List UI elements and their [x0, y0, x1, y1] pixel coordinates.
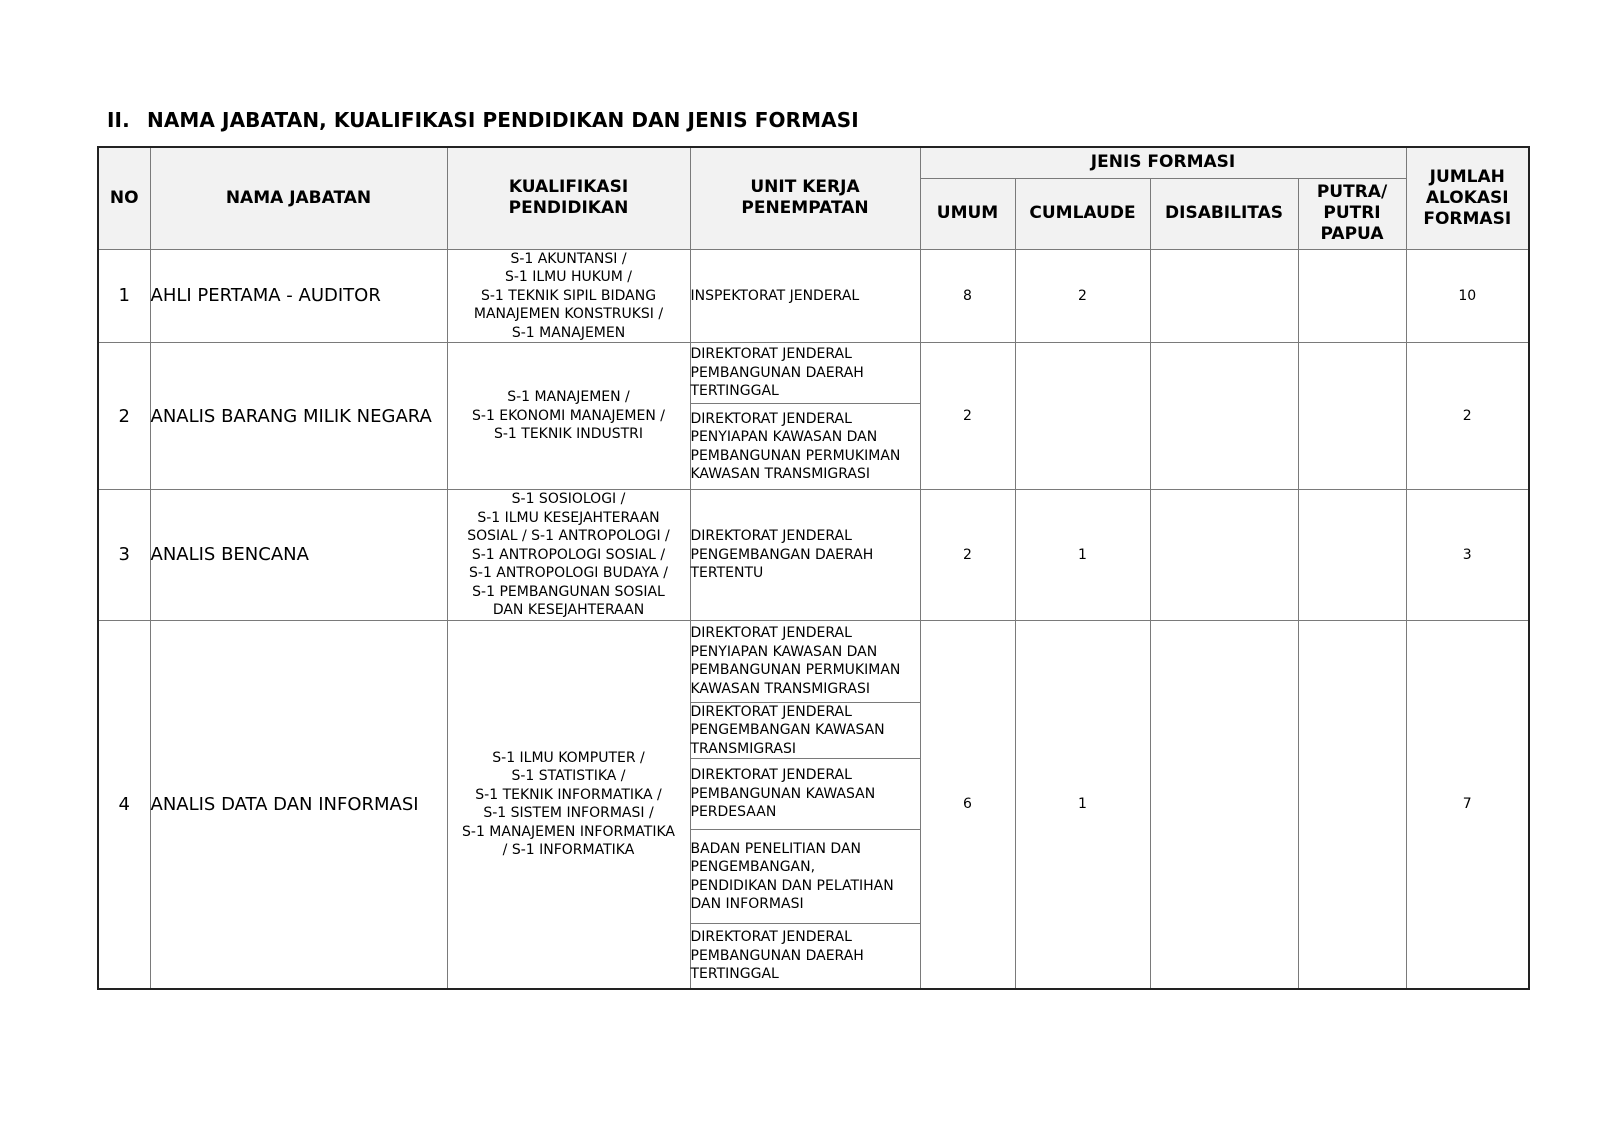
unit-kerja-line: KAWASAN TRANSMIGRASI [690, 466, 871, 482]
header-kualifikasi-line1: KUALIFIKASI [508, 177, 629, 198]
unit-kerja-cell [690, 620, 920, 702]
unit-kerja-line: PEMBANGUNAN PERMUKIMAN [690, 662, 901, 678]
kualifikasi-line: S-1 EKONOMI MANAJEMEN / [472, 407, 665, 424]
kualifikasi-line: / S-1 INFORMATIKA [502, 842, 635, 858]
cumlaude-cell: 1 [1015, 490, 1150, 621]
kualifikasi-line: S-1 PEMBANGUNAN SOSIAL [472, 583, 665, 600]
umum-cell: 8 [920, 249, 1015, 343]
header-jumlah-alokasi [1406, 147, 1529, 249]
unit-kerja-cell [690, 759, 920, 830]
header-cumlaude: CUMLAUDE [1015, 178, 1150, 249]
kualifikasi-line: S-1 STATISTIKA / [511, 768, 626, 784]
header-jumlah-line1: JUMLAH [1429, 166, 1505, 187]
table-row [98, 249, 1529, 343]
unit-kerja-line: DAN INFORMASI [690, 896, 804, 912]
unit-kerja-line: PEMBANGUNAN DAERAH [690, 947, 864, 964]
unit-kerja-cell [690, 830, 920, 924]
unit-kerja-line: TRANSMIGRASI [690, 740, 796, 757]
header-jenis-formasi: JENIS FORMASI [920, 147, 1406, 178]
header-nama-jabatan: NAMA JABATAN [150, 147, 447, 249]
kualifikasi-cell [447, 490, 690, 621]
kualifikasi-line: S-1 MANAJEMEN INFORMATIKA [462, 823, 675, 840]
header-disabilitas: DISABILITAS [1150, 178, 1298, 249]
unit-kerja-line: DIREKTORAT JENDERAL [690, 346, 852, 363]
kualifikasi-line: S-1 MANAJEMEN [511, 324, 626, 341]
unit-kerja-line: BADAN PENELITIAN DAN [690, 840, 862, 857]
table-row [98, 490, 1529, 621]
umum-cell: 2 [920, 343, 1015, 490]
table-row [98, 620, 1529, 702]
cumlaude-cell: 1 [1015, 620, 1150, 989]
formasi-table [97, 146, 1530, 990]
header-umum: UMUM [920, 178, 1015, 249]
unit-kerja-line: DIREKTORAT JENDERAL [690, 929, 852, 945]
unit-kerja-line: INSPEKTORAT JENDERAL [690, 287, 860, 304]
kualifikasi-line: SOSIAL / S-1 ANTROPOLOGI / [467, 528, 670, 544]
unit-kerja-line: DIREKTORAT JENDERAL [690, 767, 852, 784]
unit-kerja-line: DIREKTORAT JENDERAL [690, 410, 852, 427]
kualifikasi-line: MANAJEMEN KONSTRUKSI / [473, 306, 664, 322]
jumlah-alokasi-cell: 3 [1406, 490, 1529, 621]
unit-kerja-line: TERTENTU [690, 565, 764, 581]
disabilitas-cell [1150, 620, 1298, 989]
header-putra-papua [1298, 178, 1406, 249]
unit-kerja-cell [690, 404, 920, 490]
unit-kerja-cell [690, 343, 920, 404]
header-kualifikasi-line2: PENDIDIKAN [508, 198, 629, 219]
unit-kerja-line: PEMBANGUNAN DAERAH [690, 364, 864, 381]
unit-kerja-line: KAWASAN TRANSMIGRASI [690, 680, 871, 697]
header-jumlah-line3: FORMASI [1423, 208, 1512, 229]
kualifikasi-line: S-1 SISTEM INFORMASI / [483, 805, 654, 821]
unit-kerja-line: PENDIDIKAN DAN PELATIHAN [690, 877, 894, 894]
kualifikasi-line: S-1 ANTROPOLOGI SOSIAL / [471, 546, 666, 563]
unit-kerja-cell [690, 702, 920, 759]
jumlah-alokasi-cell: 7 [1406, 620, 1529, 989]
table-body [98, 249, 1529, 989]
putra-papua-cell [1298, 490, 1406, 621]
kualifikasi-line: S-1 ILMU KOMPUTER / [492, 749, 645, 766]
header-row-1 [98, 147, 1529, 178]
jumlah-alokasi-cell: 10 [1406, 249, 1529, 343]
unit-kerja-line: PERDESAAN [690, 804, 777, 821]
jumlah-alokasi-cell: 2 [1406, 343, 1529, 490]
kualifikasi-line: S-1 TEKNIK INFORMATIKA / [475, 786, 662, 803]
header-no: NO [98, 147, 150, 249]
nama-jabatan-cell: AHLI PERTAMA - AUDITOR [150, 249, 447, 343]
kualifikasi-cell [447, 620, 690, 989]
header-putra-line1: PUTRA/ [1316, 182, 1388, 202]
cumlaude-cell: 2 [1015, 249, 1150, 343]
putra-papua-cell [1298, 620, 1406, 989]
kualifikasi-line: S-1 TEKNIK SIPIL BIDANG [480, 287, 657, 304]
nama-jabatan-cell: ANALIS DATA DAN INFORMASI [150, 620, 447, 989]
unit-kerja-line: DIREKTORAT JENDERAL [690, 528, 852, 544]
header-putra-line3: PAPUA [1320, 224, 1384, 244]
unit-kerja-line: DIREKTORAT JENDERAL [690, 703, 852, 720]
unit-kerja-line: PEMBANGUNAN KAWASAN [690, 785, 876, 802]
header-unit-line1: UNIT KERJA [750, 177, 860, 198]
putra-papua-cell [1298, 343, 1406, 490]
row-number: 4 [98, 620, 150, 989]
header-kualifikasi [447, 147, 690, 249]
row-number: 2 [98, 343, 150, 490]
section-number: II. [107, 108, 130, 132]
kualifikasi-line: S-1 ANTROPOLOGI BUDAYA / [469, 565, 668, 581]
kualifikasi-cell [447, 343, 690, 490]
header-unit-kerja [690, 147, 920, 249]
header-jumlah-line2: ALOKASI [1425, 187, 1509, 208]
section-title [107, 108, 859, 132]
row-number: 3 [98, 490, 150, 621]
disabilitas-cell [1150, 249, 1298, 343]
row-number: 1 [98, 249, 150, 343]
kualifikasi-line: S-1 ILMU KESEJAHTERAAN [477, 509, 660, 526]
section-title-text: NAMA JABATAN, KUALIFIKASI PENDIDIKAN DAN JENIS FORMASI [147, 108, 859, 132]
kualifikasi-line: S-1 AKUNTANSI / [510, 250, 627, 267]
umum-cell: 2 [920, 490, 1015, 621]
kualifikasi-line: S-1 MANAJEMEN / [507, 389, 630, 406]
unit-kerja-line: PEMBANGUNAN PERMUKIMAN [690, 447, 901, 464]
cumlaude-cell [1015, 343, 1150, 490]
umum-cell: 6 [920, 620, 1015, 989]
unit-kerja-line: PENGEMBANGAN KAWASAN [690, 722, 885, 738]
kualifikasi-line: DAN KESEJAHTERAAN [492, 602, 645, 618]
table-row [98, 343, 1529, 404]
unit-kerja-line: TERTINGGAL [690, 383, 779, 400]
nama-jabatan-cell: ANALIS BENCANA [150, 490, 447, 621]
unit-kerja-cell [690, 924, 920, 989]
unit-kerja-line: PENYIAPAN KAWASAN DAN [690, 643, 878, 660]
header-unit-line2: PENEMPATAN [741, 198, 869, 219]
nama-jabatan-cell: ANALIS BARANG MILIK NEGARA [150, 343, 447, 490]
unit-kerja-cell [690, 249, 920, 343]
disabilitas-cell [1150, 343, 1298, 490]
unit-kerja-line: PENYIAPAN KAWASAN DAN [690, 429, 878, 445]
disabilitas-cell [1150, 490, 1298, 621]
kualifikasi-cell [447, 249, 690, 343]
unit-kerja-line: DIREKTORAT JENDERAL [690, 625, 852, 641]
kualifikasi-line: S-1 SOSIOLOGI / [511, 491, 626, 507]
unit-kerja-line: TERTINGGAL [690, 966, 779, 982]
putra-papua-cell [1298, 249, 1406, 343]
kualifikasi-line: S-1 TEKNIK INDUSTRI [493, 426, 644, 443]
kualifikasi-line: S-1 ILMU HUKUM / [504, 269, 633, 285]
unit-kerja-line: PENGEMBANGAN DAERAH [690, 546, 874, 563]
unit-kerja-line: PENGEMBANGAN, [690, 859, 816, 875]
unit-kerja-cell [690, 490, 920, 621]
header-putra-line2: PUTRI [1323, 203, 1381, 223]
